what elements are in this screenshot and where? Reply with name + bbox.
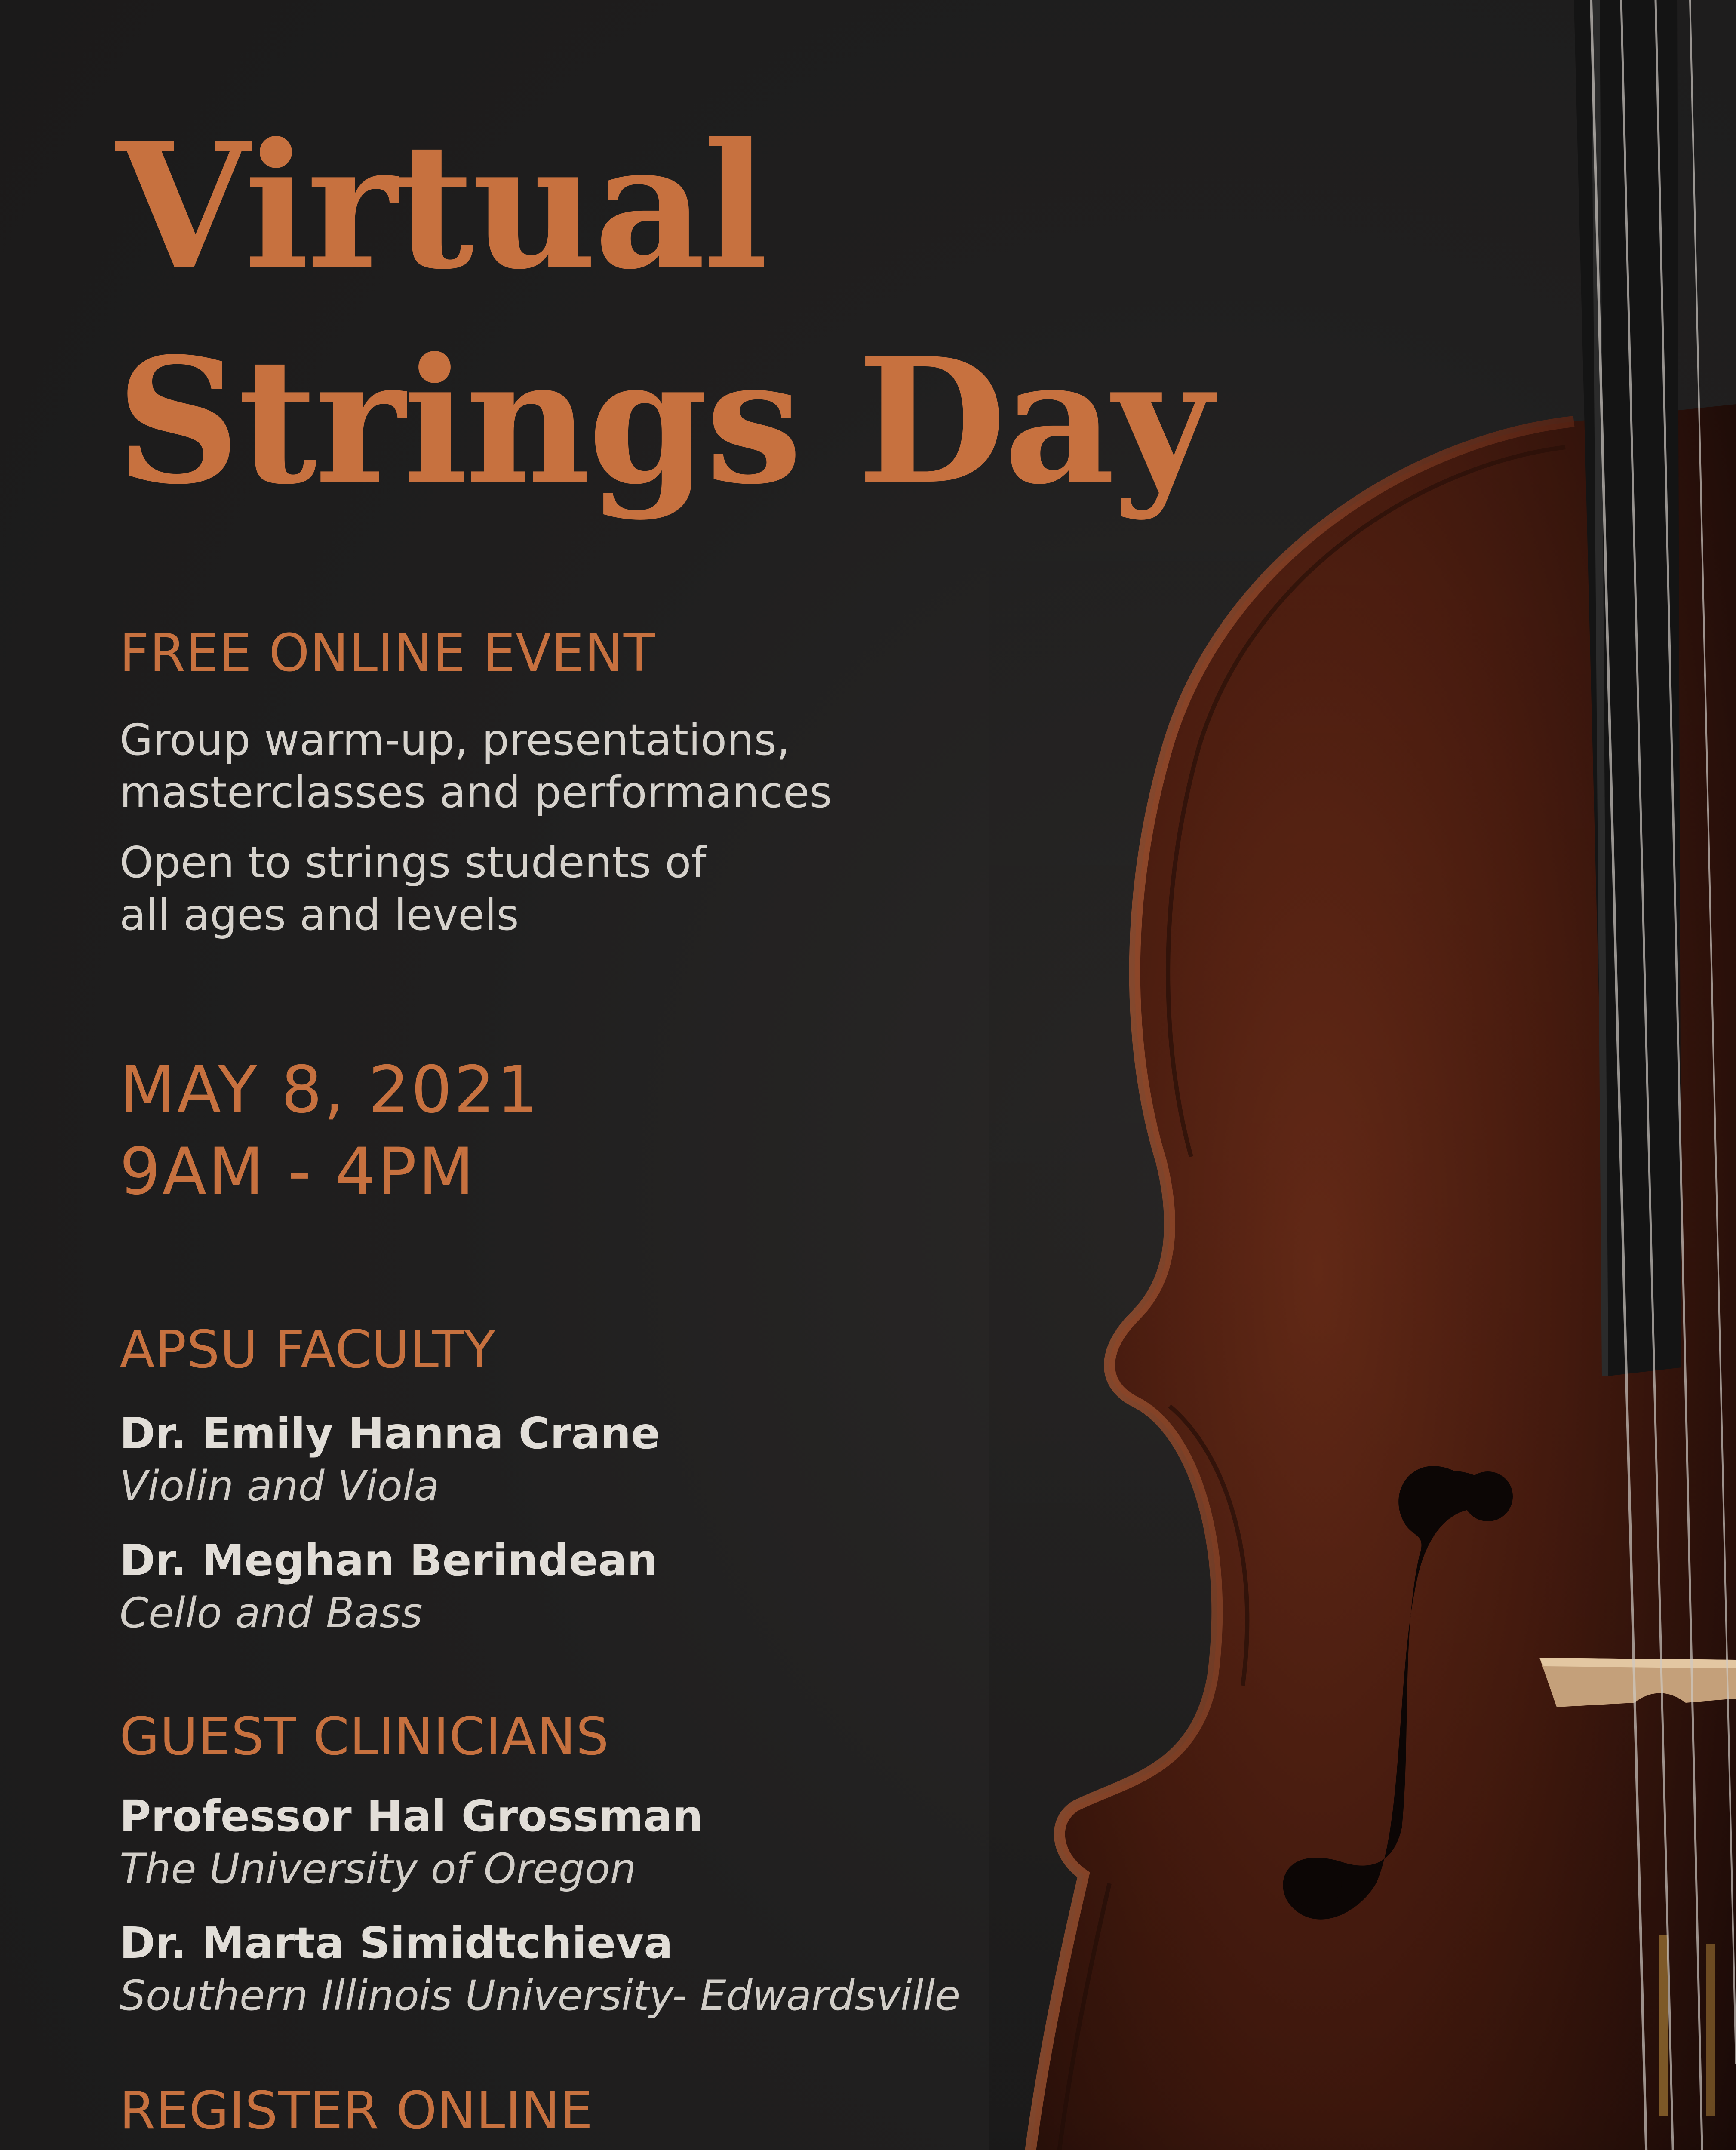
event-time: 9AM - 4PM xyxy=(120,1134,476,1209)
guest-clinicians-heading: GUEST CLINICIANS xyxy=(120,1707,609,1767)
guest-name-2: Dr. Marta Simidtchieva xyxy=(120,1918,673,1968)
event-type-heading: FREE ONLINE EVENT xyxy=(120,624,656,683)
event-date-time xyxy=(120,1049,539,1213)
event-description-1-line2: masterclasses and performances xyxy=(120,767,832,817)
faculty-name-2: Dr. Meghan Berindean xyxy=(120,1535,658,1585)
faculty-heading: APSU FACULTY xyxy=(120,1320,496,1380)
event-date: MAY 8, 2021 xyxy=(120,1053,540,1127)
event-description-2-line2: all ages and levels xyxy=(120,890,519,940)
guest-role-1: The University of Oregon xyxy=(120,1845,636,1893)
event-title-line2: Strings Day xyxy=(116,320,1210,522)
faculty-name-1: Dr. Emily Hanna Crane xyxy=(120,1408,660,1459)
faculty-role-1: Violin and Viola xyxy=(120,1462,439,1510)
event-title-line1: Virtual xyxy=(116,105,766,307)
event-description-2 xyxy=(120,836,707,941)
guest-role-2: Southern Illinois University- Edwardsville xyxy=(120,1972,961,2020)
event-description-1-line1: Group warm-up, presentations, xyxy=(120,715,790,765)
guest-name-1: Professor Hal Grossman xyxy=(120,1791,703,1841)
event-description-1 xyxy=(120,714,832,819)
register-heading: REGISTER ONLINE xyxy=(120,2081,593,2141)
event-title xyxy=(116,99,1210,529)
faculty-role-2: Cello and Bass xyxy=(120,1589,423,1637)
event-description-2-line1: Open to strings students of xyxy=(120,837,707,888)
